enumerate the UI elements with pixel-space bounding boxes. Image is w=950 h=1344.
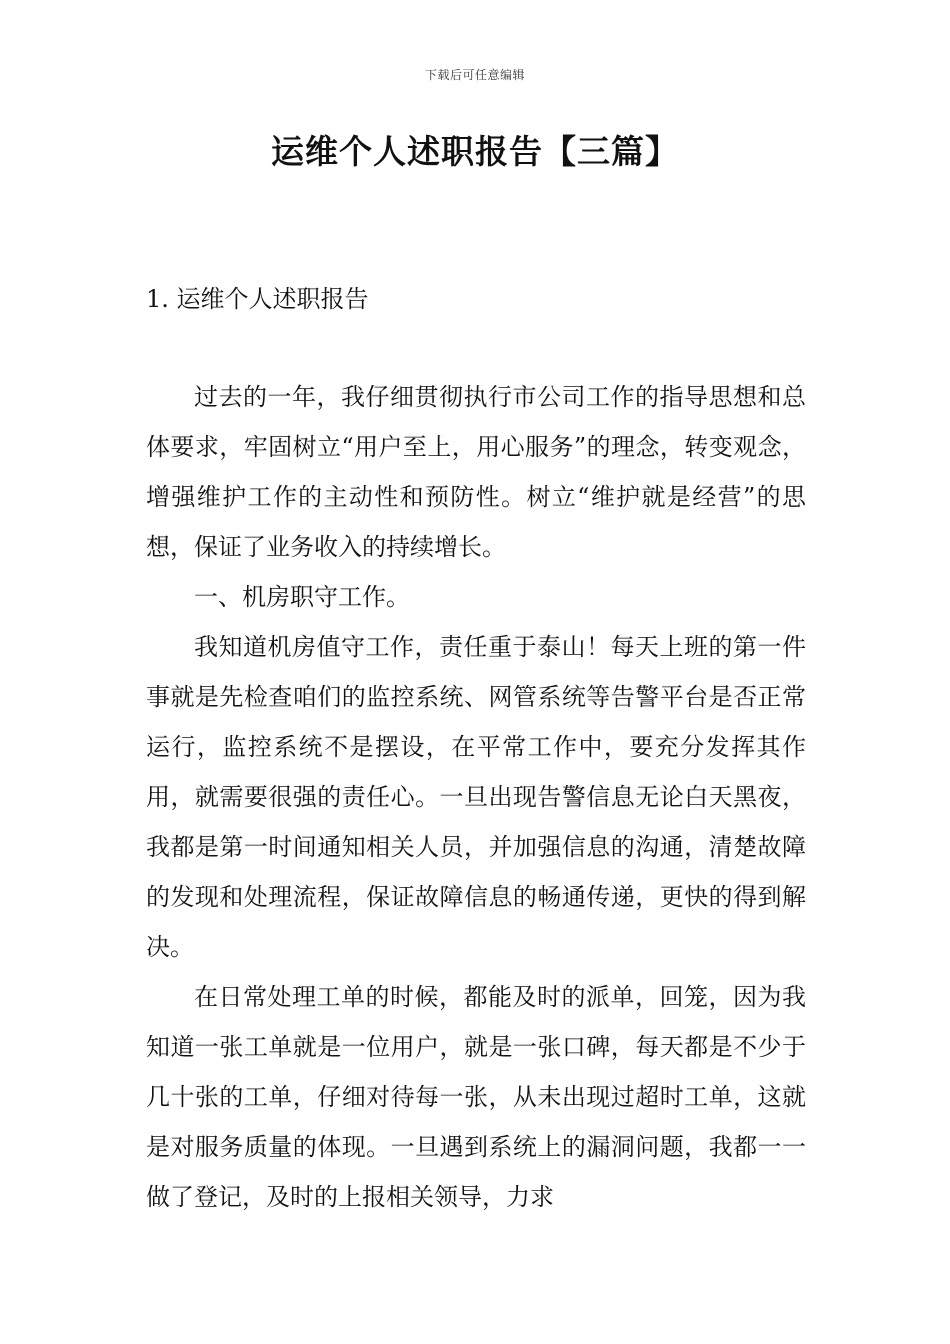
paragraph-subheading: 一、机房职守工作。 (194, 583, 410, 611)
document-body (146, 372, 806, 1222)
paragraph-intro: 过去的一年，我仔细贯彻执行市公司工作的指导思想和总体要求，牢固树立“用户至上，用心服务”的理念，转变观念，增强维护工作的主动性和预防性。树立“维护就是经营”的思想，保证了业务收入的持续增长。 (146, 383, 806, 561)
paragraph-work-orders: 在日常处理工单的时候，都能及时的派单，回笼，因为我知道一张工单就是一位用户，就是一张口碑，每天都是不少于几十张的工单，仔细对待每一张，从未出现过超时工单，这就是对服务质量的体现。一旦遇到系统上的漏洞问题，我都一一做了登记，及时的上报相关领导，力求 (146, 983, 806, 1211)
document-title: 运维个人述职报告【三篇】 (271, 132, 679, 171)
header-note: 下载后可任意编辑 (424, 68, 525, 82)
paragraph-monitoring: 我知道机房值守工作，责任重于泰山！每天上班的第一件事就是先检查咱们的监控系统、网管系统等告警平台是否正常运行，监控系统不是摆设，在平常工作中，要充分发挥其作用，就需要很强的责任心。一旦出现告警信息无论白天黑夜，我都是第一时间通知相关人员，并加强信息的沟通，清楚故障的发现和处理流程，保证故障信息的畅通传递，更快的得到解决。 (146, 633, 806, 961)
section-heading: 1. 运维个人述职报告 (146, 285, 369, 313)
